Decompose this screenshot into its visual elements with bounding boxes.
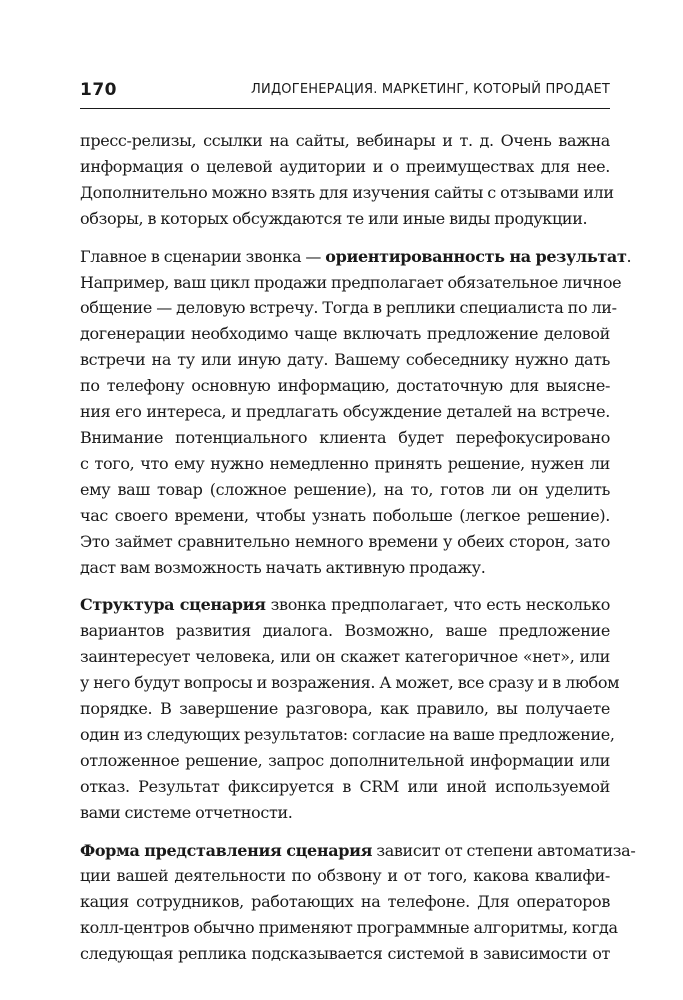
text-line: пресс-релизы, ссылки на сайты, вебинары и т. д. Очень важна bbox=[80, 131, 610, 150]
text-line: колл-центров обычно применяют программные алгоритмы, когда bbox=[80, 918, 618, 938]
text-line: час своего времени, чтобы узнать побольше (легкое решение). bbox=[80, 505, 610, 525]
text-line: обзоры, в которых обсуждаются те или иные виды продукции. bbox=[80, 208, 588, 228]
bold-term: Структура сценария bbox=[80, 595, 266, 615]
text-line bbox=[80, 244, 632, 270]
text-segment: . bbox=[626, 246, 632, 266]
paragraph bbox=[80, 592, 620, 825]
text-line: ния его интереса, и предлагать обсуждение деталей на встрече. bbox=[80, 402, 610, 422]
text-line: даст вам возможность начать активную продажу. bbox=[80, 557, 486, 577]
page-number: 170 bbox=[80, 80, 117, 100]
text-line bbox=[80, 838, 636, 864]
paragraph bbox=[80, 244, 632, 581]
text-segment: Главное в сценарии звонка — bbox=[80, 246, 326, 266]
bold-term: ориентированность на результат bbox=[325, 246, 627, 266]
text-line: информация о целевой аудитории и о преимуществах для нее. bbox=[80, 156, 610, 176]
paragraph bbox=[80, 838, 636, 968]
text-line: ции вашей деятельности по обзвону и от того, какова квалифи- bbox=[80, 866, 610, 886]
text-line: вариантов развития диалога. Возможно, ваше предложение bbox=[80, 621, 610, 641]
text-line: кация сотрудников, работающих на телефоне. Для операторов bbox=[80, 892, 610, 912]
text-line: у него будут вопросы и возражения. А может, все сразу и в любом bbox=[80, 673, 620, 693]
body-text bbox=[80, 128, 636, 979]
text-line: Это займет сравнительно немного времени у обеих сторон, зато bbox=[80, 531, 610, 551]
text-line: Например, ваш цикл продажи предполагает обязательное личное bbox=[80, 272, 622, 292]
text-line: порядке. В завершение разговора, как правило, вы получаете bbox=[80, 699, 610, 719]
running-head-title: ЛИДОГЕНЕРАЦИЯ. МАРКЕТИНГ, КОТОРЫЙ ПРОДАЕТ bbox=[251, 82, 610, 97]
text-line: отказ. Результат фиксируется в CRM или иной используемой bbox=[80, 776, 610, 796]
paragraph bbox=[80, 128, 614, 232]
text-line: отложенное решение, запрос дополнительной информации или bbox=[80, 750, 610, 770]
text-segment: звонка предполагает, что есть несколько bbox=[265, 595, 610, 615]
text-line: заинтересует человека, или он скажет категоричное «нет», или bbox=[80, 647, 610, 667]
bold-term: Форма представления сценария bbox=[80, 840, 373, 860]
running-header bbox=[80, 78, 610, 109]
text-line: общение — деловую встречу. Тогда в реплики специалиста по ли- bbox=[80, 298, 617, 318]
text-line: Внимание потенциального клиента будет перефокусировано bbox=[80, 427, 610, 447]
text-line: с того, что ему нужно немедленно принять решение, нужен ли bbox=[80, 453, 610, 473]
text-line bbox=[80, 592, 610, 618]
text-line: ему ваш товар (сложное решение), на то, готов ли он уделить bbox=[80, 479, 610, 499]
text-line: Дополнительно можно взять для изучения сайты с отзывами или bbox=[80, 182, 614, 202]
text-line: вами системе отчетности. bbox=[80, 802, 293, 822]
text-line: догенерации необходимо чаще включать предложение деловой bbox=[80, 324, 610, 344]
text-line: по телефону основную информацию, достаточную для выясне- bbox=[80, 376, 610, 396]
text-line: встречи на ту или иную дату. Вашему собеседнику нужно дать bbox=[80, 350, 610, 370]
text-line: следующая реплика подсказывается системой в зависимости от bbox=[80, 944, 610, 964]
text-segment: зависит от степени автоматиза- bbox=[372, 840, 636, 860]
text-line: один из следующих результатов: согласие на ваше предложение, bbox=[80, 724, 615, 744]
